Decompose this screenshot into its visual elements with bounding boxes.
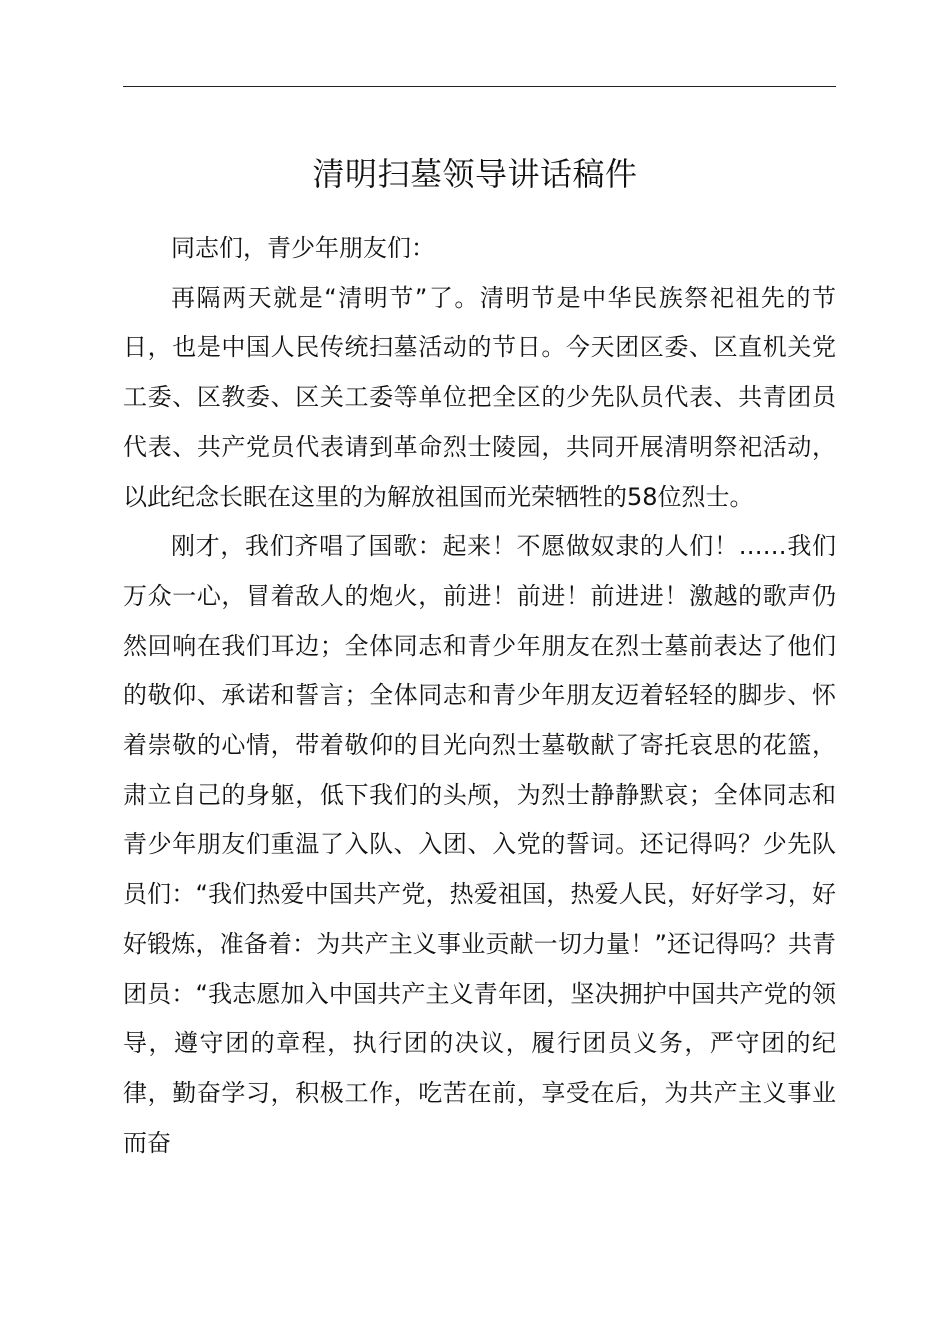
paragraph-greeting: 同志们，青少年朋友们： [171, 234, 435, 262]
paragraph-ceremony: 刚才，我们齐唱了国歌：起来！不愿做奴隶的人们！……我们万众一心，冒着敌人的炮火，前进！前进！前进进！激越的歌声仍然回响在我们耳边；全体同志和青少年朋友在烈士墓前表达了他们的敬仰、承诺和誓言；全体同志和青少年朋友迈着轻轻的脚步、怀着崇敬的心情，带着敬仰的目光向烈士墓敬献了寄托哀思的花篮，肃立自己的身躯，低下我们的头颅，为烈士静静默哀；全体同志和青少年朋友们重温了入队、入团、入党的誓词。还记得吗？少先队员们：“我们热爱中国共产党，热爱祖国，热爱人民，好好学习，好好锻炼，准备着：为共产主义事业贡献一切力量！”还记得吗？共青团员：“我志愿加入中国共产主义青年团，坚决拥护中国共产党的领导，遵守团的章程，执行团的决议，履行团员义务，严守团的纪律，勤奋学习，积极工作，吃苦在前，享受在后，为共产主义事业而奋 [123, 532, 836, 1157]
document-body [123, 224, 836, 1168]
paragraph-intro: 再隔两天就是“清明节”了。清明节是中华民族祭祀祖先的节日，也是中国人民传统扫墓活动的节日。今天团区委、区直机关党工委、区教委、区关工委等单位把全区的少先队员代表、共青团员代表、共产党员代表请到革命烈士陵园，共同开展清明祭祀活动，以此纪念长眠在这里的为解放祖国而光荣牺牲的58位烈士。 [123, 283, 836, 511]
document-title: 清明扫墓领导讲话稿件 [312, 155, 638, 193]
header-rule [123, 86, 836, 87]
